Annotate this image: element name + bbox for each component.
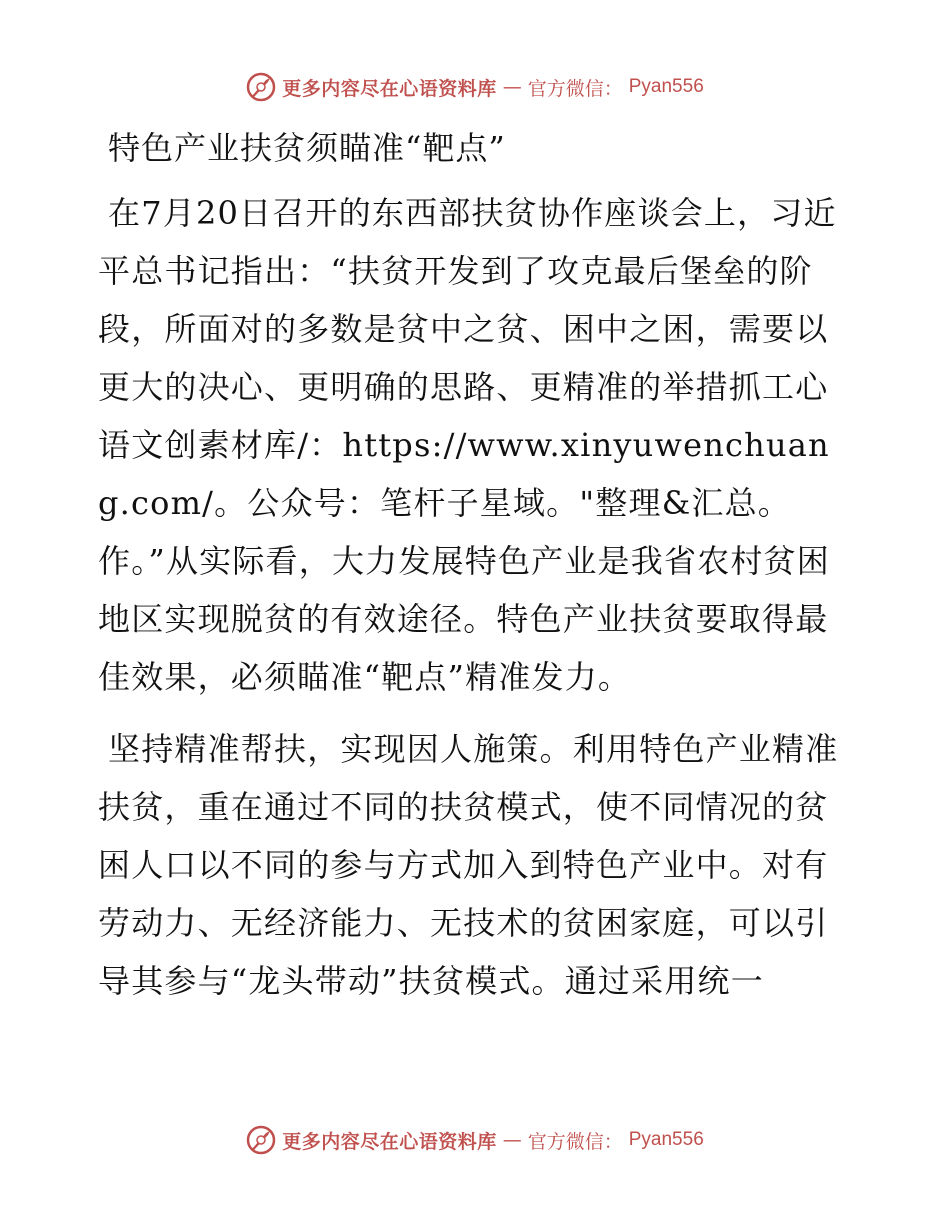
header-watermark xyxy=(0,72,950,102)
watermark-wechat-label: 官方微信： xyxy=(527,77,623,100)
paragraph-2: 坚持精准帮扶，实现因人施策。利用特色产业精准扶贫，重在通过不同的扶贫模式，使不同情况的贫困人口以不同的参与方式加入到特色产业中。对有劳动力、无经济能力、无技术的贫困家庭，可以引导其参与“龙头带动”扶贫模式。通过采用统一 xyxy=(98,730,839,1000)
quill-pen-logo-icon xyxy=(246,72,276,102)
footer-watermark xyxy=(0,1125,950,1155)
watermark-wechat-label: 官方微信： xyxy=(527,1130,623,1153)
document-body xyxy=(98,122,854,1024)
watermark-separator: — xyxy=(502,76,522,98)
quill-pen-logo-icon xyxy=(246,1125,276,1155)
watermark-text: 更多内容尽在心语资料库 xyxy=(282,77,497,100)
watermark-text: 更多内容尽在心语资料库 xyxy=(282,1130,497,1153)
watermark-separator: — xyxy=(502,1129,522,1151)
watermark-wechat-id: Pyan556 xyxy=(628,1129,704,1150)
document-title: 特色产业扶贫须瞄准“靶点” xyxy=(108,129,506,167)
watermark-wechat-id: Pyan556 xyxy=(628,76,704,97)
paragraph-1: 在7月20日召开的东西部扶贫协作座谈会上，习近平总书记指出：“扶贫开发到了攻克最后堡垒的阶段，所面对的多数是贫中之贫、困中之困，需要以更大的决心、更明确的思路、更精准的举措抓工心语文创素材库/：https://www.xinyuwenchuang.com/。公众号：笔杆子星域。"整理&汇总。作。”从实际看，大力发展特色产业是我省农村贫困地区实现脱贫的有效途径。特色产业扶贫要取得最佳效果，必须瞄准“靶点”精准发力。 xyxy=(98,194,837,696)
